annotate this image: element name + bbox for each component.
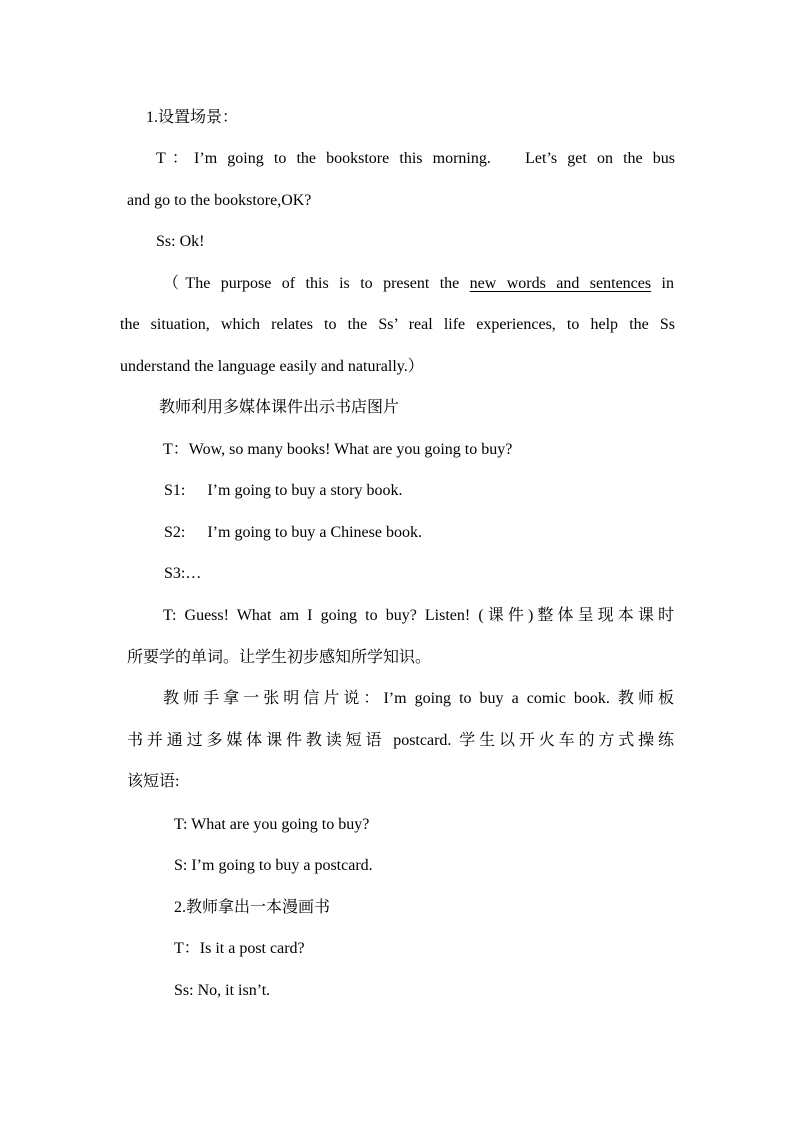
dialogue-line: S1: I’m going to buy a story book. bbox=[164, 482, 403, 499]
instruction-line: 教师手拿一张明信片说：I’m going to buy a comic book. 教师板 bbox=[163, 690, 674, 707]
dialogue-line: and go to the bookstore,OK? bbox=[127, 192, 312, 209]
purpose-paragraph-line: the situation, which relates to the Ss’ real life experiences, to help the Ss bbox=[120, 316, 675, 333]
section-heading-1: 1.设置场景： bbox=[146, 109, 239, 126]
instruction-line: 所要学的单词。让学生初步感知所学知识。 bbox=[127, 649, 432, 666]
dialogue-line: T：Wow, so many books! What are you going to buy? bbox=[163, 441, 513, 458]
dialogue-line: T: What are you going to buy? bbox=[174, 816, 370, 833]
section-heading-2: 2.教师拿出一本漫画书 bbox=[174, 899, 331, 916]
dialogue-line: T：I’m going to the bookstore this morning. Let’s get on the bus bbox=[156, 150, 676, 167]
dialogue-line: Ss: No, it isn’t. bbox=[174, 982, 271, 999]
dialogue-line: Ss: Ok! bbox=[156, 233, 205, 250]
dialogue-line: T：Is it a post card? bbox=[174, 940, 305, 957]
dialogue-line: S2: I’m going to buy a Chinese book. bbox=[164, 524, 422, 541]
dialogue-line: S3:… bbox=[164, 565, 202, 582]
dialogue-line: T: Guess! What am I going to buy? Listen! (课件)整体呈现本课时 bbox=[163, 607, 674, 624]
purpose-paragraph-line: （The purpose of this is to present the new words and sentences in bbox=[163, 275, 674, 292]
instruction-line: 书并通过多媒体课件教读短语 postcard. 学生以开火车的方式操练 bbox=[127, 732, 674, 749]
dialogue-line: S: I’m going to buy a postcard. bbox=[174, 857, 373, 874]
purpose-paragraph-line: understand the language easily and naturally.） bbox=[120, 358, 424, 375]
instruction-line: 教师利用多媒体课件出示书店图片 bbox=[159, 399, 400, 416]
instruction-line: 该短语: bbox=[127, 773, 180, 790]
